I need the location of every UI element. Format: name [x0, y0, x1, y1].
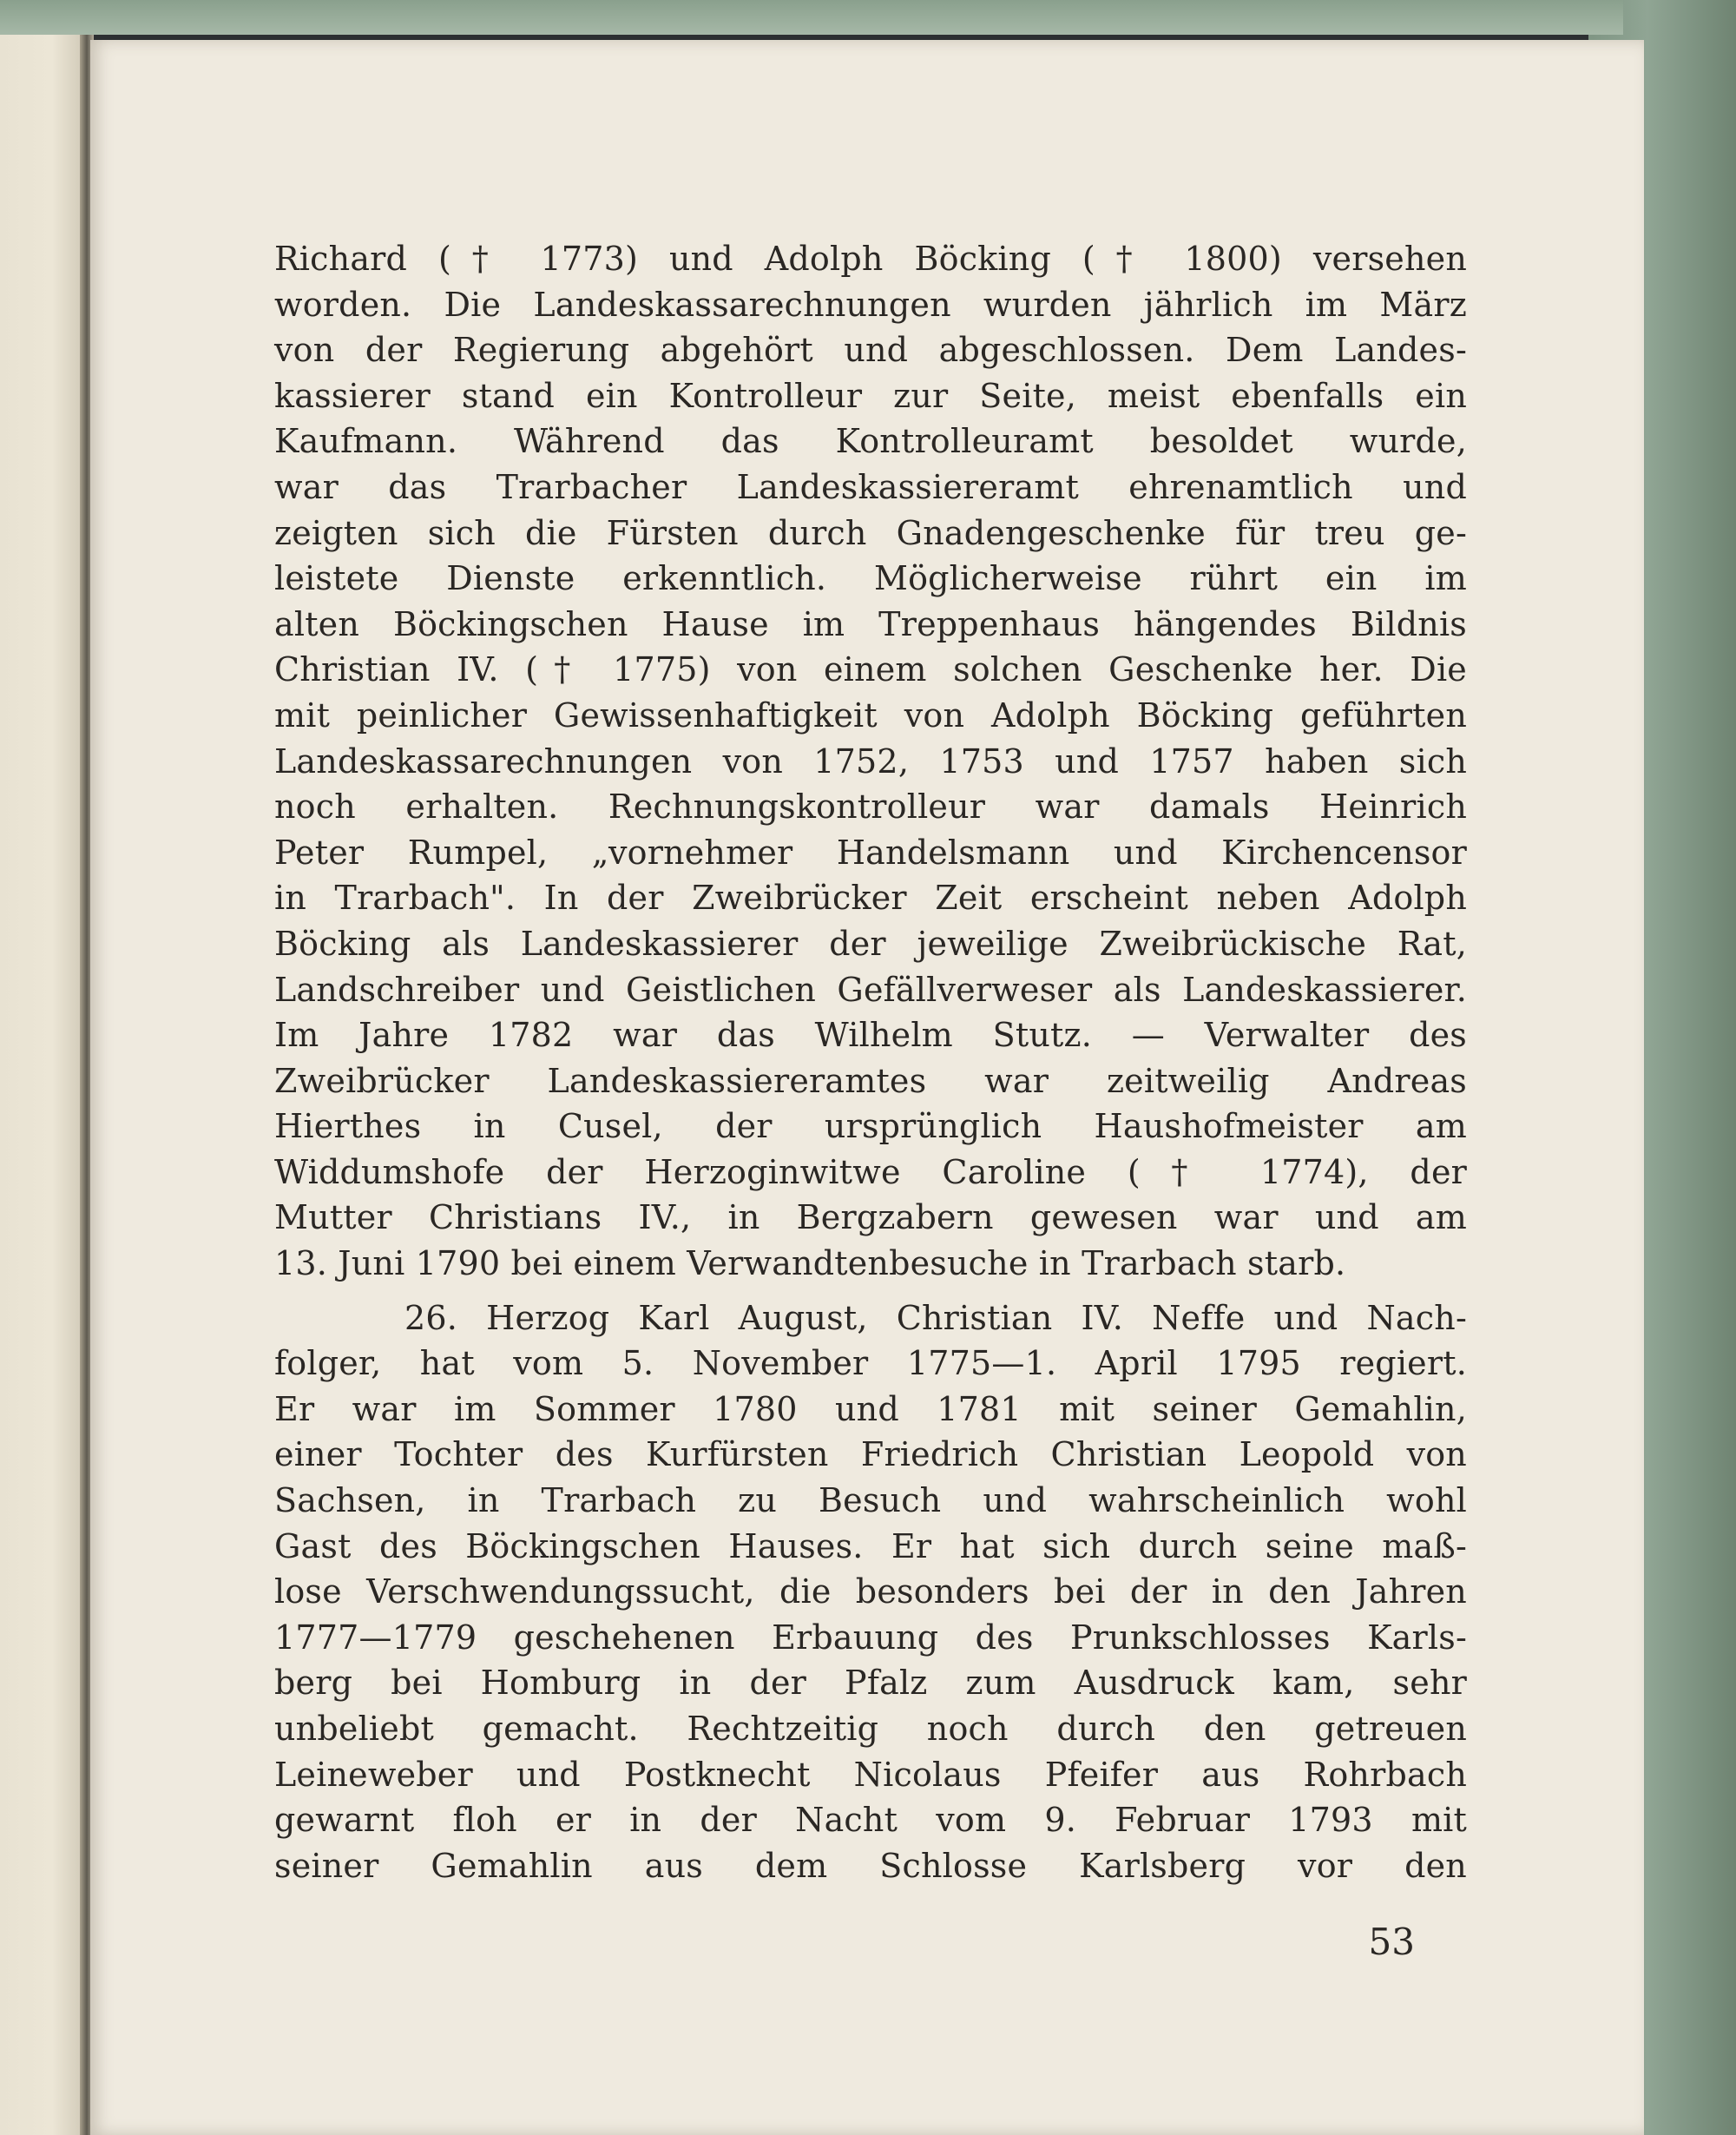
text-line: Er war im Sommer 1780 und 1781 mit seiner Gemahlin,	[274, 1389, 1467, 1428]
text-line: kassierer stand ein Kontrolleur zur Seite, meist ebenfalls ein	[274, 376, 1467, 415]
text-line: Mutter Christians IV., in Bergzabern gewesen war und am	[274, 1198, 1467, 1237]
text-line: worden. Die Landeskassarechnungen wurden jährlich im März	[274, 285, 1467, 324]
text-line: folger, hat vom 5. November 1775—1. April 1795 regiert.	[274, 1344, 1467, 1383]
book-cover-top	[0, 0, 1623, 35]
text-line: 1777—1779 geschehenen Erbauung des Prunkschlosses Karls-	[274, 1618, 1467, 1657]
text-line: Sachsen, in Trarbach zu Besuch und wahrscheinlich wohl	[274, 1481, 1467, 1520]
text-line: in Trarbach". In der Zweibrücker Zeit erscheint neben Adolph	[274, 879, 1467, 918]
text-line: gewarnt floh er in der Nacht vom 9. Februar 1793 mit	[274, 1801, 1467, 1840]
text-line: von der Regierung abgehört und abgeschlossen. Dem Landes-	[274, 331, 1467, 370]
paragraph	[274, 236, 1467, 1287]
text-line: unbeliebt gemacht. Rechtzeitig noch durch den getreuen	[274, 1710, 1467, 1748]
text-line: alten Böckingschen Hause im Treppenhaus hängendes Bildnis	[274, 604, 1467, 643]
paragraph-gap	[274, 1287, 1467, 1295]
text-line: lose Verschwendungssucht, die besonders bei der in den Jahren	[274, 1572, 1467, 1611]
text-line: Böcking als Landeskassierer der jeweilige Zweibrückische Rat,	[274, 924, 1467, 963]
text-line: war das Trarbacher Landeskassiereramt ehrenamtlich und	[274, 467, 1467, 506]
text-line: noch erhalten. Rechnungskontrolleur war damals Heinrich	[274, 787, 1467, 827]
text-line: 13. Juni 1790 bei einem Verwandtenbesuche in Trarbach starb.	[274, 1244, 1346, 1283]
text-line: seiner Gemahlin aus dem Schlosse Karlsberg vor den	[274, 1846, 1467, 1885]
text-line: leistete Dienste erkenntlich. Möglicherweise rührt ein im	[274, 559, 1467, 598]
text-line: einer Tochter des Kurfürsten Friedrich Christian Leopold von	[274, 1435, 1467, 1474]
text-line: Christian IV. († 1775) von einem solchen Geschenke her. Die	[274, 650, 1467, 689]
text-line: Widdumshofe der Herzoginwitwe Caroline († 1774), der	[274, 1152, 1467, 1191]
text-line: Hierthes in Cusel, der ursprünglich Haushofmeister am	[274, 1107, 1467, 1146]
text-line: Landschreiber und Geistlichen Gefällverweser als Landeskassierer.	[274, 970, 1467, 1009]
text-line: Peter Rumpel, „vornehmer Handelsmann und Kirchencensor	[274, 833, 1467, 872]
text-line: Zweibrücker Landeskassiereramtes war zeitweilig Andreas	[274, 1061, 1467, 1100]
body-text	[274, 236, 1467, 1888]
text-line: Im Jahre 1782 war das Wilhelm Stutz. — Verwalter des	[274, 1016, 1467, 1055]
text-line: berg bei Homburg in der Pfalz zum Ausdruck kam, sehr	[274, 1664, 1467, 1703]
paragraph	[274, 1295, 1467, 1889]
text-line: 26. Herzog Karl August, Christian IV. Neffe und Nach-	[404, 1298, 1467, 1337]
text-line: mit peinlicher Gewissenhaftigkeit von Adolph Böcking geführten	[274, 695, 1467, 735]
text-line: Kaufmann. Während das Kontrolleuramt besoldet wurde,	[274, 422, 1467, 461]
text-line: zeigten sich die Fürsten durch Gnadengeschenke für treu ge-	[274, 513, 1467, 552]
text-line: Richard († 1773) und Adolph Böcking († 1800) versehen	[274, 240, 1467, 278]
text-line: Gast des Böckingschen Hauses. Er hat sich durch seine maß-	[274, 1526, 1467, 1565]
page-number: 53	[1368, 1921, 1415, 1963]
previous-page-edge	[0, 35, 87, 2135]
text-line: Landeskassarechnungen von 1752, 1753 und 1757 haben sich	[274, 741, 1467, 781]
text-line: Leineweber und Postknecht Nicolaus Pfeifer aus Rohrbach	[274, 1755, 1467, 1794]
